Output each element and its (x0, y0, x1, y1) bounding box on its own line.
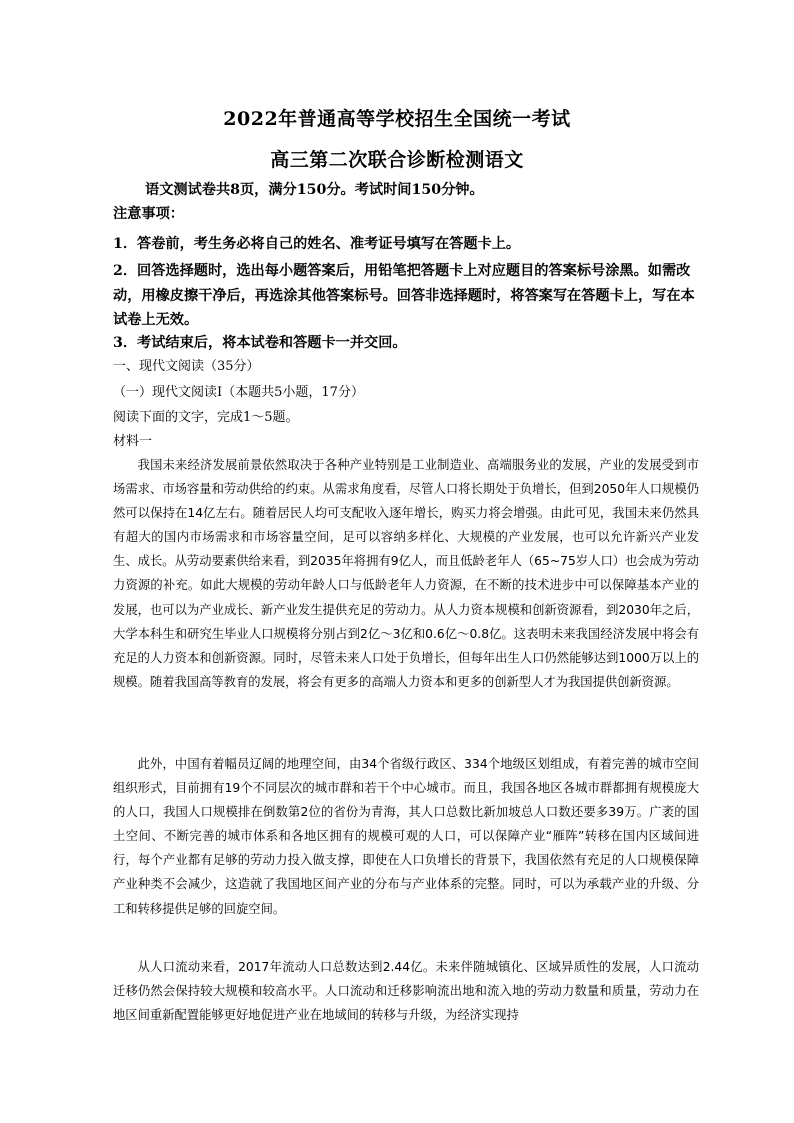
material-label: 材料一 (113, 434, 153, 449)
notes-heading: 注意事项： (113, 206, 184, 222)
exam-intro: 语文测试卷共8页，满分150分。考试时间150分钟。 (145, 182, 484, 198)
paragraph-3: 从人口流动来看，2017年流动人口总数达到2.44亿。未来伴随城镇化、区域异质性的发展，人口流动迁移仍然会保持较大规模和较高水平。人口流动和迁移影响流出地和流入地的劳动力数量和质量，劳动力在地区间重新配置能够更好地促进产业在地域间的转移与升级，为经济实现持 (113, 960, 699, 1023)
exam-subtitle: 高三第二次联合诊断检测语文 (270, 149, 524, 171)
note-item-2: 2．回答选择题时，选出每小题答案后，用铅笔把答题卡上对应题目的答案标号涂黑。如需改动，用橡皮擦干净后，再选涂其他答案标号。回答非选择题时，将答案写在答题卡上，写在本试卷上无效。 (113, 263, 695, 328)
paragraph-2: 此外，中国有着幅员辽阔的地理空间，由34个省级行政区、334个地级区划组成，有着完善的城市空间组织形式，目前拥有19个不同层次的城市群和若干个中心城市。而且，我国各地区各城市群都拥有规模庞大的人口，我国人口规模排在倒数第2位的省份为青海，其人口总数比新加坡总人口数还要多39万。广袤的国土空间、不断完善的城市体系和各地区拥有的规模可观的人口，可以保障产业“雁阵”转移在国内区域间进行，每个产业都有足够的劳动力投入做支撑，即使在人口负增长的背景下，我国依然有充足的人口规模保障产业种类不会减少，这造就了我国地区间产业的分布与产业体系的完整。同时，可以为承载产业的升级、分工和转移提供足够的回旋空间。 (113, 757, 699, 916)
note-item-3: 3．考试结束后，将本试卷和答题卡一并交回。 (113, 335, 407, 351)
subsection-heading: （一）现代文阅读Ⅰ（本题共5小题，17分） (113, 385, 364, 400)
section-heading: 一、现代文阅读（35分） (113, 359, 260, 374)
note-item-1: 1．答卷前，考生务必将自己的姓名、准考证号填写在答题卡上。 (113, 236, 521, 252)
reading-instruction: 阅读下面的文字，完成1～5题。 (113, 410, 299, 425)
exam-title: 2022年普通高等学校招生全国统一考试 (223, 108, 571, 130)
paragraph-1: 我国未来经济发展前景依然取决于各种产业特别是工业制造业、高端服务业的发展，产业的发展受到市场需求、市场容量和劳动供给的约束。从需求角度看，尽管人口将长期处于负增长，但到2050年人口规模仍然可以保持在14亿左右。随着居民人均可支配收入逐年增长，购买力将会增强。由此可见，我国未来仍然具有超大的国内市场需求和市场容量空间，足可以容纳多样化、大规模的产业发展，也可以允许新兴产业发生、成长。从劳动要素供给来看，到2035年将拥有9亿人，而且低龄老年人（65~75岁人口）也会成为劳动力资源的补充。如此大规模的劳动年龄人口与低龄老年人力资源，在不断的技术进步中可以保障基本产业的发展，也可以为产业成长、新产业发生提供充足的劳动力。从人力资本规模和创新资源看，到2030年之后，大学本科生和研究生毕业人口规模将分别占到2亿～3亿和0.6亿～0.8亿。这表明未来我国经济发展中将会有充足的人力资本和创新资源。同时，尽管未来人口处于负增长，但每年出生人口仍然能够达到1000万以上的规模。随着我国高等教育的发展，将会有更多的高端人力资本和更多的创新型人才为我国提供创新资源。 (113, 458, 699, 689)
